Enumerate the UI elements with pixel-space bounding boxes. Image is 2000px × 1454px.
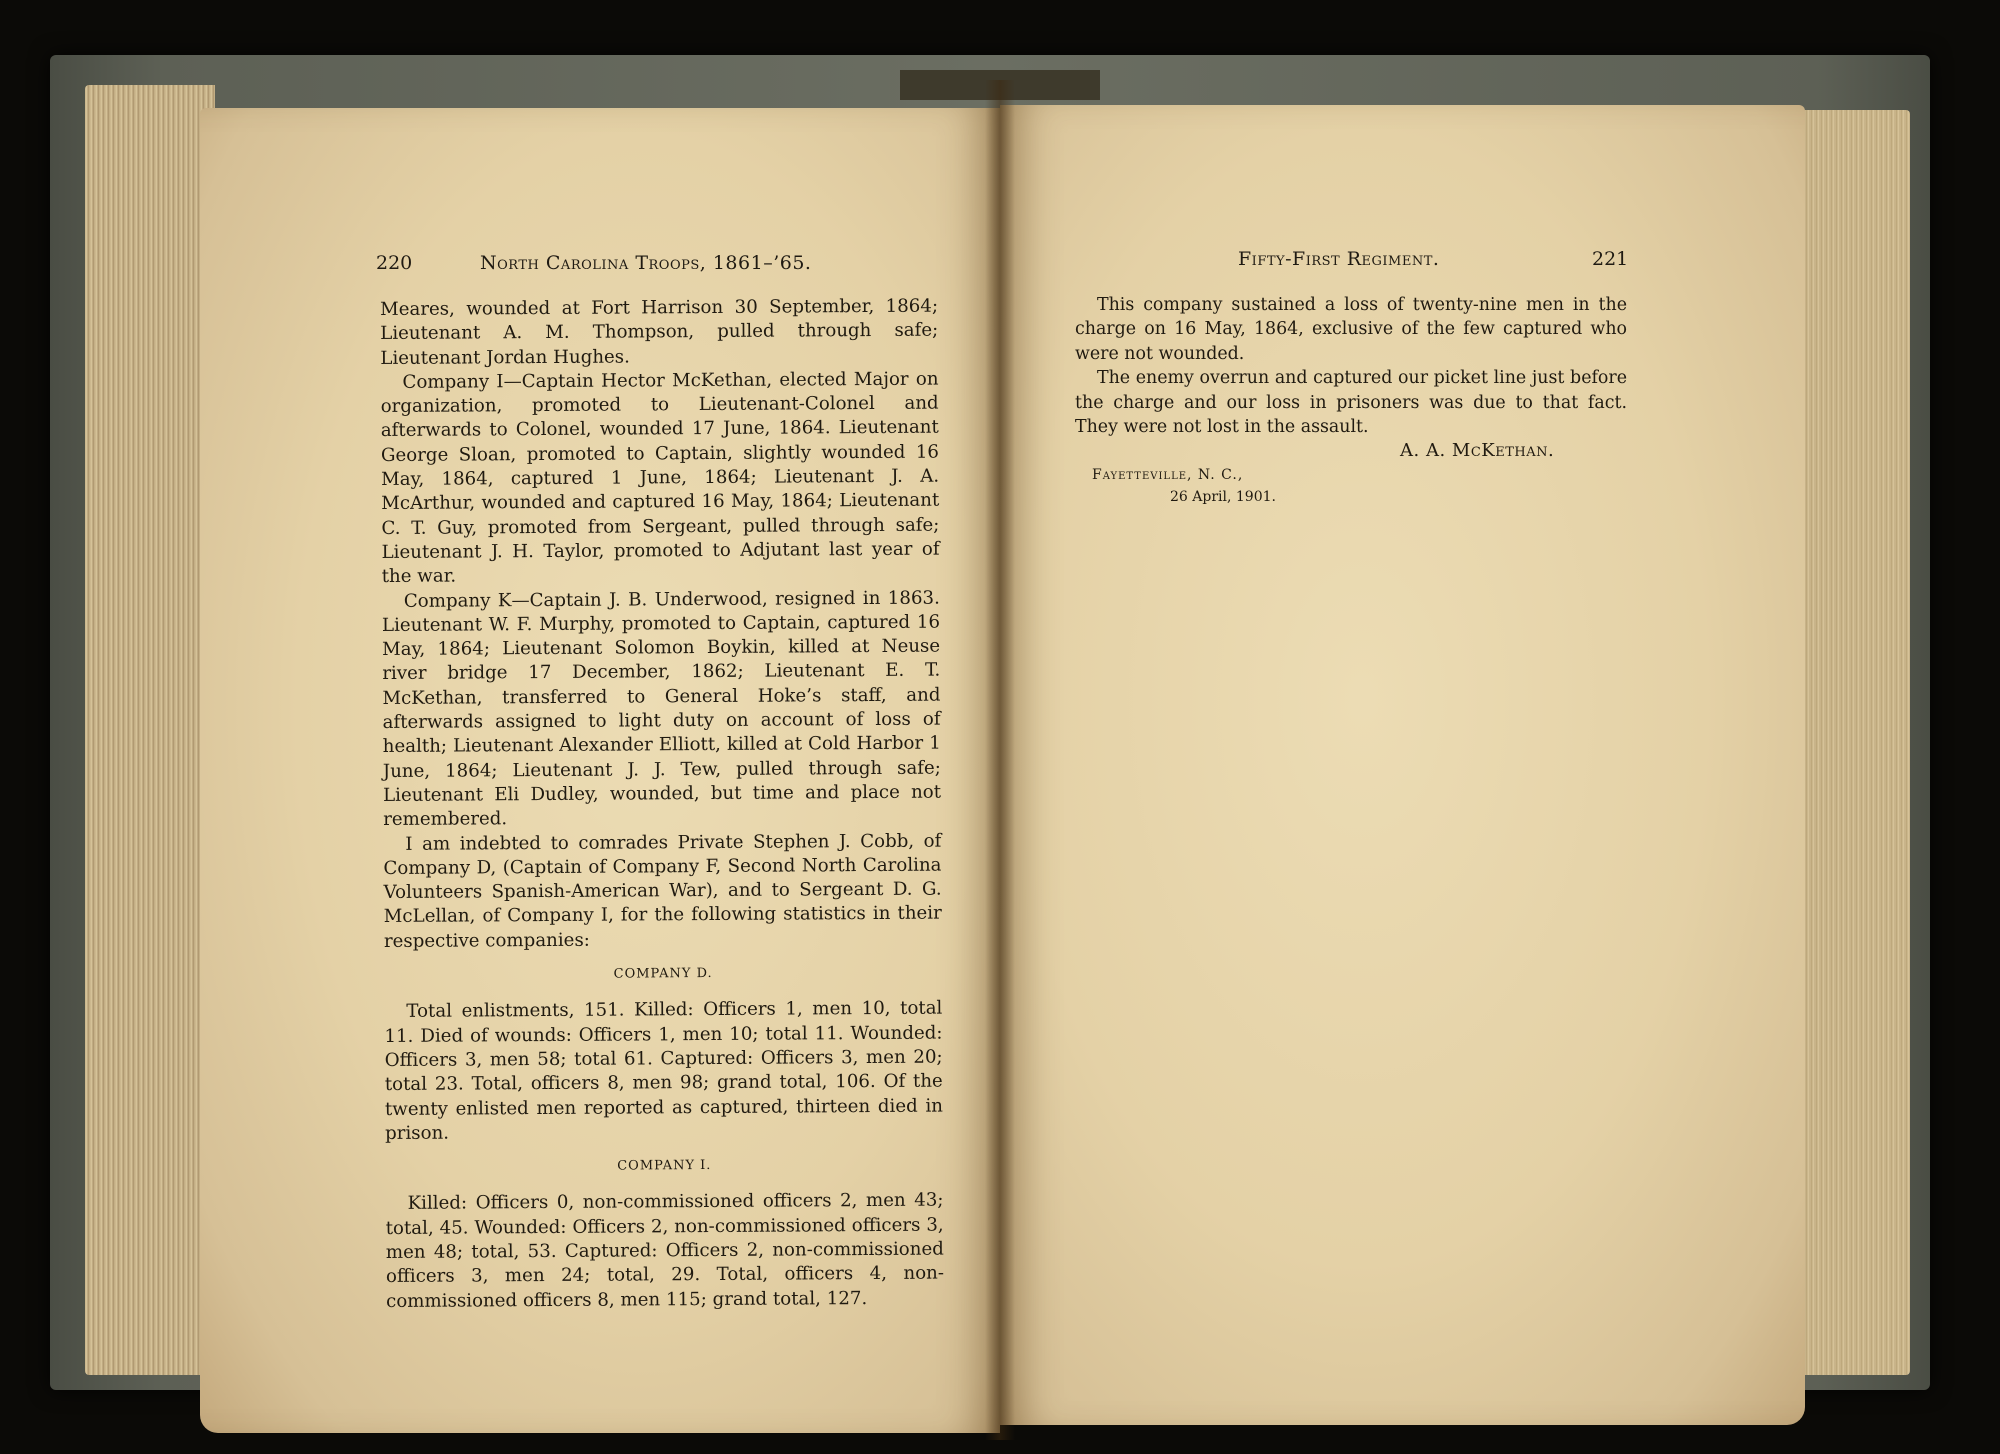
paragraph: Company I—Captain Hector McKethan, elected Major on organization, promoted to Lieutenant-Colonel and afterwards to Colonel, wounded 17 June, 1864. Lieutenant George Sloan, promoted to Captain, slightly wounded 16 May, 1864, captured 1 June, 1864; Lieutenant J. A. McArthur, wounded and captured 16 May, 1864; Lieutenant C. T. Guy, promoted from Sergeant, pulled through safe; Lieutenant J. H. Taylor, promoted to Adjutant last year of the war. [380,368,940,588]
company-i-heading: COMPANY I. [617,1158,712,1174]
right-running-head: Fifty-First Regiment. [1238,248,1440,270]
right-page-body [1075,293,1627,439]
paragraph: Meares, wounded at Fort Harrison 30 September, 1864; Lieutenant A. M. Thompson, pulled through safe; Lieutenant Jordan Hughes. [380,295,939,369]
left-running-head: North Carolina Troops, 1861–’65. [480,252,812,274]
gutter-shadow [985,80,1015,1440]
company-i-statistics: Killed: Officers 0, non-commissioned officers 2, men 43; total, 45. Wounded: Officers 2, non-commissioned officers 3, men 48; total, 53. Captured: Officers 2, non-commissioned officers 3, men 24; total, 29. Total, officers 4, non-commissioned officers 8, men 115; grand total, 127. [385,1189,945,1312]
left-page-stack [85,85,215,1375]
signature: A. A. McKethan. [1400,440,1555,461]
left-page-body [380,295,944,1314]
paragraph: The enemy overrun and captured our picket line just before the charge and our loss in prisoners was due to that fact. They were not lost in the assault. [1075,368,1627,438]
paragraph: Company K—Captain J. B. Underwood, resigned in 1863. Lieutenant W. F. Murphy, promoted to Captain, captured 16 May, 1864; Lieutenant Solomon Boykin, killed at Neuse river bridge 17 December, 1862; Lieutenant E. T. McKethan, transferred to General Hoke’s staff, and afterwards assigned to light duty on account of loss of health; Lieutenant Alexander Elliott, killed at Cold Harbor 1 June, 1864; Lieutenant J. J. Tew, pulled through safe; Lieutenant Eli Dudley, wounded, but time and place not remembered. [381,587,942,831]
company-d-heading: COMPANY D. [613,965,713,982]
left-page-number: 220 [376,252,413,274]
company-d-statistics: Total enlistments, 151. Killed: Officers 1, men 10, total 11. Died of wounds: Officers 1, men 10; total 11. Wounded: Officers 3, men 58; total 61. Captured: Officers 3, men 20; total 23. Total, officers 8, men 98; grand total, 106. Of the twenty enlisted men reported as captured, thirteen died in prison. [384,997,944,1144]
place: Fayetteville, N. C., [1092,467,1244,483]
paragraph: I am indebted to comrades Private Stephen J. Cobb, of Company D, (Captain of Company F, Second North Carolina Volunteers Spanish-American War), and to Sergeant D. G. McLellan, of Company I, for the following statistics in their respective companies: [383,830,942,952]
paragraph: This company sustained a loss of twenty-nine men in the charge on 16 May, 1864, exclusive of the few captured who were not wounded. [1075,295,1627,364]
date: 26 April, 1901. [1170,489,1276,505]
right-page-number: 221 [1592,248,1629,270]
right-page-stack [1790,110,1910,1375]
